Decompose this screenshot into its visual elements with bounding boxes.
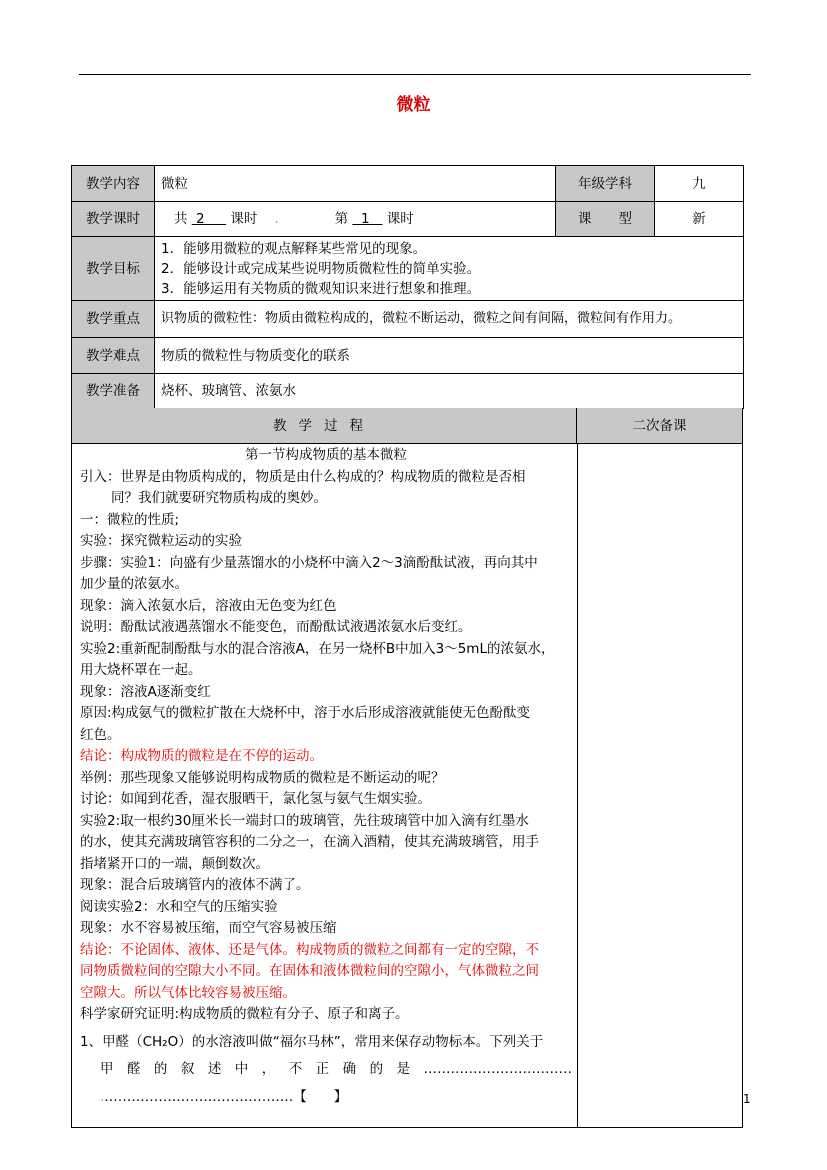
process-line: 科学家研究证明:构成物质的微粒有分子、原子和离子。	[80, 1006, 409, 1022]
label-difficulty: 教学难点	[72, 338, 155, 374]
process-line: 结论：构成物质的微粒是在不停的运动。	[80, 748, 323, 764]
label-content: 教学内容	[72, 166, 155, 202]
period-current-prefix: 第	[334, 211, 349, 227]
process-line: 实验2:取一根约30厘米长一端封口的玻璃管，先往玻璃管中加入滴有红墨水	[80, 812, 529, 829]
process-line: 现象：水不容易被压缩，而空气容易被压缩	[80, 920, 337, 936]
process-line: 结论：不论固体、液体、还是气体。构成物质的微粒之间都有一定的空隙，不	[80, 941, 539, 958]
process-line: 讨论：如闻到花香，湿衣服晒干，氯化氢与氨气生烟实验。	[80, 791, 431, 807]
row-periods	[72, 202, 744, 237]
periods-total	[192, 211, 226, 227]
column-divider	[577, 444, 578, 1127]
process-line: 阅读实验2：水和空气的压缩实验	[80, 898, 278, 915]
row-difficulty	[72, 338, 744, 374]
process-section	[71, 408, 743, 1128]
process-line: 加少量的浓氨水。	[80, 576, 188, 592]
process-line: 实验2:重新配制酚酞与水的混合溶液A，在另一烧杯B中加入3～5mL的浓氨水，	[80, 640, 555, 657]
row-prep	[72, 374, 744, 409]
goal-3: 3．能够运用有关物质的微观知识来进行想象和推理。	[161, 280, 481, 297]
row-content	[72, 166, 744, 202]
value-prep: 烧杯、玻璃管、浓氨水	[155, 374, 744, 409]
value-type: 新	[655, 202, 744, 237]
process-line: 现象：滴入浓氨水后，溶液由无色变为红色	[80, 597, 337, 614]
lesson-info-table	[71, 165, 744, 409]
period-current-suffix: 课时	[386, 211, 414, 227]
goal-2: 2．能够设计或完成某些说明物质微粒性的简单实验。	[161, 260, 481, 277]
process-line: 用大烧杯罩在一起。	[80, 662, 202, 678]
page-number: 1	[743, 1092, 751, 1106]
value-grade: 九	[655, 166, 744, 202]
value-difficulty: 物质的微粒性与物质变化的联系	[155, 338, 744, 374]
process-line: 步骤：实验1：向盛有少量蒸馏水的小烧杯中滴入2～3滴酚酞试液，再向其中	[80, 554, 538, 571]
question-1-line-1: 1、甲醛（CH₂O）的水溶液叫做“福尔马林”，常用来保存动物标本。下列关于	[80, 1033, 544, 1050]
goal-1: 1．能够用微粒的观点解释某些常见的现象。	[161, 240, 427, 257]
period-current	[352, 211, 382, 227]
row-goals	[72, 237, 744, 301]
process-body	[80, 445, 572, 1108]
process-line: 同？我们就要研究物质构成的奥妙。	[111, 490, 327, 506]
periods-total-suffix: 课时	[230, 211, 258, 227]
periods-total-prefix: 共	[173, 211, 188, 227]
process-line: 原因:构成氨气的微粒扩散在大烧杯中，溶于水后形成溶液就能使无色酚酞变	[80, 705, 531, 721]
process-line: 红色。	[80, 726, 121, 743]
process-line: 同物质微粒间的空隙大小不同。在固体和液体微粒间的空隙小，气体微粒之间	[80, 963, 539, 979]
process-line: 一：微粒的性质;	[80, 511, 180, 528]
period-current-num: 1	[360, 211, 370, 227]
process-line: 实验：探究微粒运动的实验	[80, 533, 242, 549]
question-1-line-2: 甲醛的叙述中，不正确的是……………………………	[100, 1061, 572, 1077]
label-prep: 教学准备	[72, 374, 155, 409]
process-line: 的水，使其充满玻璃管容积的二分之一，在滴入酒精，使其充满玻璃管，用手	[80, 834, 539, 850]
answer-bracket: ……………………………………【 】	[104, 1088, 348, 1105]
process-heading: 教学过程	[72, 408, 577, 444]
header-rule	[79, 74, 751, 75]
label-goals: 教学目标	[72, 237, 155, 301]
process-line: 现象：混合后玻璃管内的液体不满了。	[80, 877, 310, 893]
process-line: 空隙大。所以气体比较容易被压缩。	[80, 984, 296, 1001]
value-periods: 共 2 课时 . 第 1 课时	[155, 202, 556, 237]
value-content: 微粒	[155, 166, 556, 202]
value-goals	[155, 237, 744, 301]
label-key: 教学重点	[72, 301, 155, 338]
section-title: 第一节构成物质的基本微粒	[245, 447, 407, 463]
label-periods: 教学课时	[72, 202, 155, 237]
question-1-line-3: .……………………………………【 】	[100, 1088, 348, 1105]
second-prep-heading: 二次备课	[577, 408, 742, 444]
value-key: 识物质的微粒性：物质由微粒构成的，微粒不断运动，微粒之间有间隔，微粒间有作用力。	[155, 301, 744, 338]
row-key	[72, 301, 744, 338]
process-line: 现象：溶液A逐渐变红	[80, 683, 211, 700]
label-type: 课 型	[556, 202, 655, 237]
process-lines	[80, 467, 572, 1026]
process-line: 指堵紧开口的一端，颠倒数次。	[80, 855, 269, 872]
process-line: 引入：世界是由物质构成的，物质是由什么构成的？构成物质的微粒是否相	[80, 468, 526, 485]
periods-total-num: 2	[195, 211, 205, 227]
process-line: 说明：酚酞试液遇蒸馏水不能变色，而酚酞试液遇浓氨水后变红。	[80, 619, 472, 635]
process-line: 举例：那些现象又能够说明构成物质的微粒是不断运动的呢？	[80, 769, 445, 786]
label-grade: 年级学科	[556, 166, 655, 202]
page-title: 微粒	[396, 95, 431, 115]
